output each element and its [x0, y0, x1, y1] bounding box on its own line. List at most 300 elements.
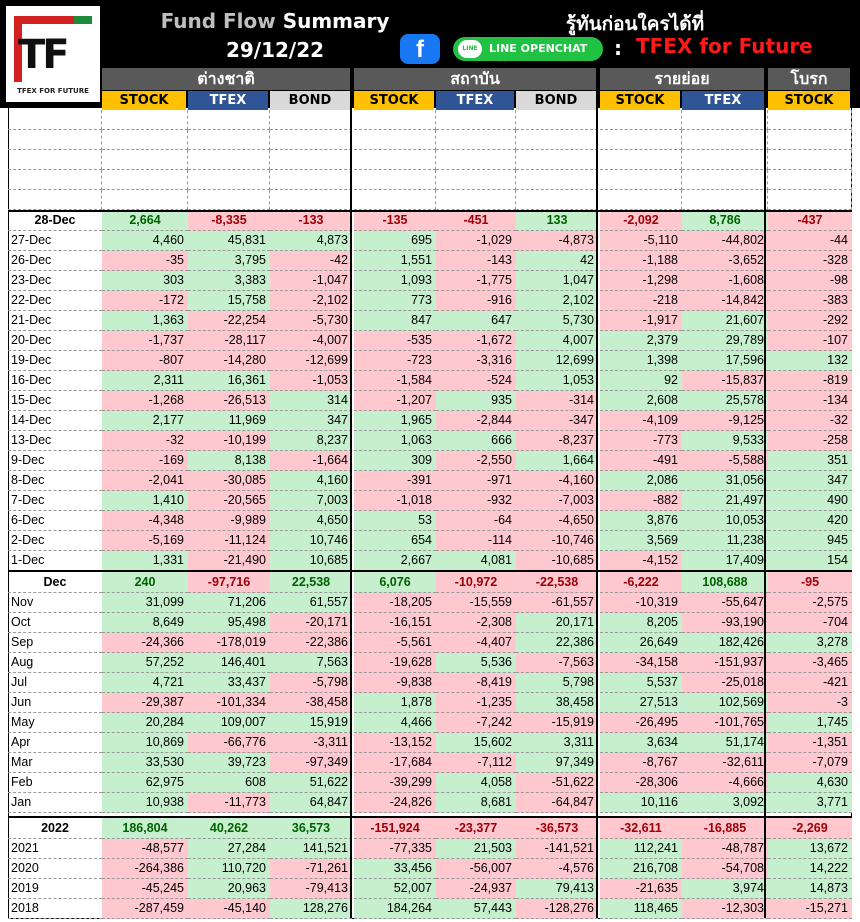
value-cell: -128,276: [516, 899, 598, 919]
value-cell: 3,569: [600, 531, 682, 551]
value-cell: -44: [768, 231, 852, 251]
value-cell: 347: [270, 411, 352, 431]
table-row: [8, 899, 852, 919]
value-cell: -3,311: [270, 733, 352, 753]
value-cell: 108,688: [682, 572, 768, 593]
value-cell: -1,584: [354, 371, 436, 391]
value-cell: 1,965: [354, 411, 436, 431]
value-cell: 608: [188, 773, 270, 793]
value-cell: 303: [102, 271, 188, 291]
value-cell: -5,169: [102, 531, 188, 551]
empty-cell: [188, 170, 270, 190]
value-cell: 146,401: [188, 653, 270, 673]
table-row: [8, 471, 852, 491]
value-cell: -773: [600, 431, 682, 451]
value-cell: -26,513: [188, 391, 270, 411]
value-cell: -383: [768, 291, 852, 311]
table-row: [8, 291, 852, 311]
logo-caption: TFEX FOR FUTURE: [17, 87, 89, 95]
value-cell: -101,765: [682, 713, 768, 733]
value-cell: -36,573: [516, 818, 598, 839]
row-label: 13-Dec: [8, 431, 102, 451]
value-cell: 133: [516, 210, 598, 231]
table-row: [8, 551, 852, 571]
value-cell: 4,081: [436, 551, 516, 571]
empty-cell: [436, 110, 516, 130]
row-label: Mar: [8, 753, 102, 773]
value-cell: -3,465: [768, 653, 852, 673]
section-divider: [8, 210, 852, 212]
value-cell: -22,254: [188, 311, 270, 331]
value-cell: -1,737: [102, 331, 188, 351]
value-cell: 1,331: [102, 551, 188, 571]
value-cell: 5,536: [436, 653, 516, 673]
value-cell: -1,672: [436, 331, 516, 351]
value-cell: 182,426: [682, 633, 768, 653]
value-cell: 25,578: [682, 391, 768, 411]
value-cell: -10,972: [436, 572, 516, 593]
value-cell: -2,041: [102, 471, 188, 491]
value-cell: -32,611: [682, 753, 768, 773]
empty-cell: [516, 190, 598, 210]
value-cell: -1,188: [600, 251, 682, 271]
value-cell: -2,092: [600, 210, 682, 231]
value-cell: -143: [436, 251, 516, 271]
empty-cell: [188, 190, 270, 210]
value-cell: -66,776: [188, 733, 270, 753]
value-cell: -437: [768, 210, 852, 231]
group-header-foreign: ต่างชาติ: [102, 68, 350, 90]
row-label: 6-Dec: [8, 511, 102, 531]
value-cell: -218: [600, 291, 682, 311]
empty-cell: [102, 110, 188, 130]
value-cell: 647: [436, 311, 516, 331]
subheader-foreign-bond: BOND: [270, 91, 350, 110]
value-cell: 654: [354, 531, 436, 551]
value-cell: -292: [768, 311, 852, 331]
value-cell: -3: [768, 693, 852, 713]
empty-row: [8, 190, 852, 210]
value-cell: -71,261: [270, 859, 352, 879]
value-cell: 2,086: [600, 471, 682, 491]
line-openchat-badge[interactable]: [453, 37, 603, 61]
value-cell: -932: [436, 491, 516, 511]
value-cell: -7,563: [516, 653, 598, 673]
value-cell: -151,924: [354, 818, 436, 839]
value-cell: 10,116: [600, 793, 682, 813]
value-cell: 2,664: [102, 210, 188, 231]
value-cell: -17,684: [354, 753, 436, 773]
empty-cell: [188, 130, 270, 150]
value-cell: -1,664: [270, 451, 352, 471]
value-cell: 1,551: [354, 251, 436, 271]
value-cell: 132: [768, 351, 852, 371]
value-cell: 7,563: [270, 653, 352, 673]
value-cell: 22,538: [270, 572, 352, 593]
value-cell: -135: [354, 210, 436, 231]
value-cell: -287,459: [102, 899, 188, 919]
value-cell: -7,112: [436, 753, 516, 773]
value-cell: -64: [436, 511, 516, 531]
value-cell: 12,699: [516, 351, 598, 371]
empty-cell: [516, 130, 598, 150]
value-cell: -25,018: [682, 673, 768, 693]
group-header-broker: โบรก: [768, 68, 850, 90]
empty-cell: [8, 150, 102, 170]
value-cell: -1,029: [436, 231, 516, 251]
value-cell: -38,458: [270, 693, 352, 713]
report-date: 29/12/22: [225, 38, 325, 62]
value-cell: 8,138: [188, 451, 270, 471]
value-cell: -11,124: [188, 531, 270, 551]
value-cell: 184,264: [354, 899, 436, 919]
table-row: [8, 693, 852, 713]
value-cell: 2,608: [600, 391, 682, 411]
empty-cell: [768, 130, 852, 150]
table-row: [8, 371, 852, 391]
value-cell: 141,521: [270, 839, 352, 859]
row-label: 7-Dec: [8, 491, 102, 511]
value-cell: -114: [436, 531, 516, 551]
value-cell: 95,498: [188, 613, 270, 633]
value-cell: 10,746: [270, 531, 352, 551]
row-label: Sep: [8, 633, 102, 653]
empty-cell: [436, 150, 516, 170]
value-cell: 2,311: [102, 371, 188, 391]
row-label: May: [8, 713, 102, 733]
value-cell: -19,628: [354, 653, 436, 673]
value-cell: -4,576: [516, 859, 598, 879]
value-cell: 17,596: [682, 351, 768, 371]
value-cell: 4,058: [436, 773, 516, 793]
empty-row: [8, 110, 852, 130]
value-cell: -391: [354, 471, 436, 491]
value-cell: -24,826: [354, 793, 436, 813]
value-cell: 186,804: [102, 818, 188, 839]
empty-cell: [768, 190, 852, 210]
value-cell: -32: [102, 431, 188, 451]
value-cell: -15,559: [436, 593, 516, 613]
table-row: [8, 491, 852, 511]
empty-cell: [516, 150, 598, 170]
value-cell: -21,635: [600, 879, 682, 899]
value-cell: -48,787: [682, 839, 768, 859]
facebook-icon[interactable]: f: [400, 34, 440, 64]
value-cell: -12,699: [270, 351, 352, 371]
value-cell: 27,284: [188, 839, 270, 859]
empty-cell: [768, 150, 852, 170]
value-cell: -421: [768, 673, 852, 693]
value-cell: -42: [270, 251, 352, 271]
value-cell: -45,245: [102, 879, 188, 899]
empty-cell: [600, 130, 682, 150]
value-cell: 128,276: [270, 899, 352, 919]
value-cell: -101,334: [188, 693, 270, 713]
group-header-institution: สถาบัน: [354, 68, 596, 90]
value-cell: -1,235: [436, 693, 516, 713]
value-cell: 490: [768, 491, 852, 511]
empty-row: [8, 150, 852, 170]
table-row: [8, 431, 852, 451]
value-cell: -5,561: [354, 633, 436, 653]
value-cell: -28,306: [600, 773, 682, 793]
value-cell: -1,298: [600, 271, 682, 291]
value-cell: 216,708: [600, 859, 682, 879]
total-row: [8, 210, 852, 231]
value-cell: 351: [768, 451, 852, 471]
value-cell: 38,458: [516, 693, 598, 713]
empty-cell: [600, 190, 682, 210]
value-cell: 2,667: [354, 551, 436, 571]
value-cell: -56,007: [436, 859, 516, 879]
value-cell: -39,299: [354, 773, 436, 793]
value-cell: 154: [768, 551, 852, 571]
line-openchat-label: LINE OPENCHAT: [489, 42, 588, 55]
empty-cell: [682, 110, 768, 130]
value-cell: -8,237: [516, 431, 598, 451]
value-cell: -13,152: [354, 733, 436, 753]
value-cell: 62,975: [102, 773, 188, 793]
empty-cell: [102, 150, 188, 170]
value-cell: 22,386: [516, 633, 598, 653]
empty-cell: [354, 110, 436, 130]
value-cell: -10,746: [516, 531, 598, 551]
empty-cell: [102, 190, 188, 210]
value-cell: 11,238: [682, 531, 768, 551]
row-label: 2018: [8, 899, 102, 919]
value-cell: -4,007: [270, 331, 352, 351]
empty-cell: [516, 110, 598, 130]
value-cell: 1,047: [516, 271, 598, 291]
value-cell: 36,573: [270, 818, 352, 839]
value-cell: -44,802: [682, 231, 768, 251]
value-cell: 1,093: [354, 271, 436, 291]
table-row: [8, 251, 852, 271]
empty-row: [8, 130, 852, 150]
value-cell: -314: [516, 391, 598, 411]
value-cell: 6,076: [354, 572, 436, 593]
total-row: [8, 572, 852, 593]
empty-cell: [8, 190, 102, 210]
table-row: [8, 351, 852, 371]
row-label: Jan: [8, 793, 102, 813]
row-label: 1-Dec: [8, 551, 102, 571]
row-label: 26-Dec: [8, 251, 102, 271]
table-row: [8, 231, 852, 251]
row-label: 20-Dec: [8, 331, 102, 351]
value-cell: -5,798: [270, 673, 352, 693]
value-cell: -1,047: [270, 271, 352, 291]
value-cell: 20,171: [516, 613, 598, 633]
empty-cell: [8, 110, 102, 130]
value-cell: -1,268: [102, 391, 188, 411]
value-cell: 3,634: [600, 733, 682, 753]
value-cell: 3,383: [188, 271, 270, 291]
empty-cell: [354, 150, 436, 170]
value-cell: -1,053: [270, 371, 352, 391]
value-cell: 14,222: [768, 859, 852, 879]
value-cell: 57,252: [102, 653, 188, 673]
table-row: [8, 391, 852, 411]
value-cell: -178,019: [188, 633, 270, 653]
tfex-logo: [6, 6, 100, 102]
value-cell: -9,838: [354, 673, 436, 693]
value-cell: -20,171: [270, 613, 352, 633]
table-row: [8, 879, 852, 899]
group-divider: [764, 68, 766, 918]
table-row: [8, 593, 852, 613]
value-cell: -107: [768, 331, 852, 351]
value-cell: -64,847: [516, 793, 598, 813]
value-cell: -16,151: [354, 613, 436, 633]
value-cell: -4,650: [516, 511, 598, 531]
value-cell: -32: [768, 411, 852, 431]
empty-cell: [354, 190, 436, 210]
value-cell: 2,379: [600, 331, 682, 351]
row-label: 14-Dec: [8, 411, 102, 431]
group-divider: [350, 68, 352, 918]
value-cell: -9,125: [682, 411, 768, 431]
empty-cell: [188, 110, 270, 130]
value-cell: -54,708: [682, 859, 768, 879]
subheader-inst-tfex: TFEX: [436, 91, 514, 110]
group-divider: [596, 68, 598, 918]
row-label: Apr: [8, 733, 102, 753]
value-cell: 21,503: [436, 839, 516, 859]
value-cell: 8,649: [102, 613, 188, 633]
value-cell: 4,460: [102, 231, 188, 251]
value-cell: -4,348: [102, 511, 188, 531]
value-cell: -48,577: [102, 839, 188, 859]
value-cell: 420: [768, 511, 852, 531]
value-cell: -2,550: [436, 451, 516, 471]
empty-cell: [270, 130, 352, 150]
table-row: [8, 839, 852, 859]
value-cell: 51,174: [682, 733, 768, 753]
value-cell: 347: [768, 471, 852, 491]
value-cell: -134: [768, 391, 852, 411]
value-cell: 33,530: [102, 753, 188, 773]
value-cell: -328: [768, 251, 852, 271]
value-cell: 4,007: [516, 331, 598, 351]
value-cell: 5,730: [516, 311, 598, 331]
section-divider: [8, 816, 852, 818]
value-cell: -30,085: [188, 471, 270, 491]
value-cell: -4,109: [600, 411, 682, 431]
value-cell: -20,565: [188, 491, 270, 511]
page-title: [150, 9, 400, 33]
value-cell: -10,319: [600, 593, 682, 613]
value-cell: 3,795: [188, 251, 270, 271]
empty-cell: [270, 150, 352, 170]
value-cell: -2,844: [436, 411, 516, 431]
value-cell: -32,611: [600, 818, 682, 839]
value-cell: -11,773: [188, 793, 270, 813]
table-row: [8, 713, 852, 733]
row-label: 2019: [8, 879, 102, 899]
value-cell: 314: [270, 391, 352, 411]
value-cell: -35: [102, 251, 188, 271]
value-cell: -7,079: [768, 753, 852, 773]
value-cell: -151,937: [682, 653, 768, 673]
value-cell: 8,681: [436, 793, 516, 813]
value-cell: 8,237: [270, 431, 352, 451]
value-cell: -22,538: [516, 572, 598, 593]
empty-row: [8, 170, 852, 190]
empty-cell: [436, 130, 516, 150]
value-cell: -451: [436, 210, 516, 231]
value-cell: -97,716: [188, 572, 270, 593]
subheader-foreign-stock: STOCK: [102, 91, 186, 110]
value-cell: 1,664: [516, 451, 598, 471]
subheader-retail-tfex: TFEX: [682, 91, 764, 110]
value-cell: -18,205: [354, 593, 436, 613]
table-row: [8, 653, 852, 673]
value-cell: -34,158: [600, 653, 682, 673]
empty-cell: [8, 170, 102, 190]
value-cell: -258: [768, 431, 852, 451]
row-label: Nov: [8, 593, 102, 613]
value-cell: -819: [768, 371, 852, 391]
value-cell: 21,607: [682, 311, 768, 331]
row-label: 28-Dec: [8, 210, 102, 231]
value-cell: -169: [102, 451, 188, 471]
table-row: [8, 511, 852, 531]
value-cell: 935: [436, 391, 516, 411]
value-cell: -10,199: [188, 431, 270, 451]
empty-cell: [270, 190, 352, 210]
value-cell: -8,335: [188, 210, 270, 231]
value-cell: -807: [102, 351, 188, 371]
table-row: [8, 773, 852, 793]
value-cell: 309: [354, 451, 436, 471]
value-cell: 15,919: [270, 713, 352, 733]
value-cell: 240: [102, 572, 188, 593]
value-cell: 695: [354, 231, 436, 251]
table-row: [8, 733, 852, 753]
value-cell: -4,160: [516, 471, 598, 491]
value-cell: 21,497: [682, 491, 768, 511]
value-cell: -4,666: [682, 773, 768, 793]
value-cell: -3,652: [682, 251, 768, 271]
value-cell: 10,869: [102, 733, 188, 753]
value-cell: -882: [600, 491, 682, 511]
value-cell: -45,140: [188, 899, 270, 919]
value-cell: -7,003: [516, 491, 598, 511]
value-cell: 1,745: [768, 713, 852, 733]
value-cell: 8,786: [682, 210, 768, 231]
value-cell: -723: [354, 351, 436, 371]
empty-cell: [102, 170, 188, 190]
value-cell: 773: [354, 291, 436, 311]
subheader-foreign-tfex: TFEX: [188, 91, 268, 110]
value-cell: 31,099: [102, 593, 188, 613]
value-cell: 14,873: [768, 879, 852, 899]
value-cell: -29,387: [102, 693, 188, 713]
empty-cell: [102, 130, 188, 150]
row-label: Feb: [8, 773, 102, 793]
row-label: Dec: [8, 572, 102, 593]
row-label: 8-Dec: [8, 471, 102, 491]
section-divider: [8, 570, 852, 572]
row-label: 16-Dec: [8, 371, 102, 391]
value-cell: -172: [102, 291, 188, 311]
value-cell: -51,622: [516, 773, 598, 793]
value-cell: 3,974: [682, 879, 768, 899]
value-cell: 20,284: [102, 713, 188, 733]
value-cell: 3,092: [682, 793, 768, 813]
table-row: [8, 531, 852, 551]
